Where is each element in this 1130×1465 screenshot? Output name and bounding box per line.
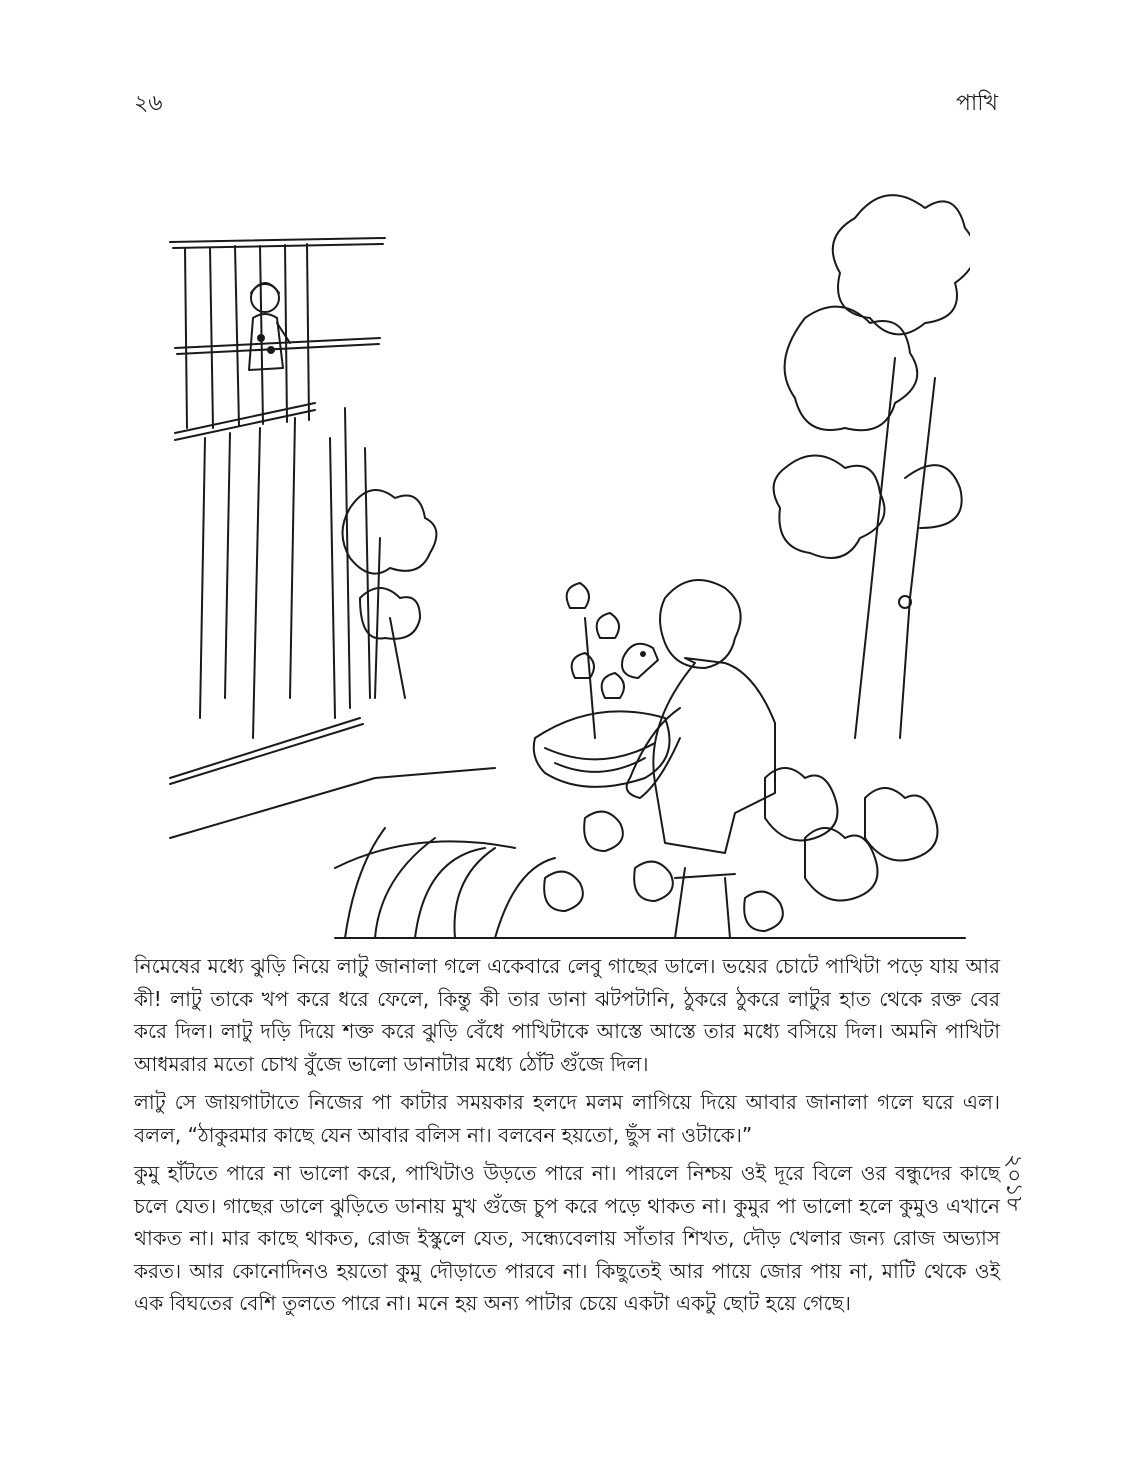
running-title: পাখি	[955, 91, 998, 116]
side-year-mark	[1001, 1140, 1044, 1220]
boy	[627, 580, 775, 938]
bush-left	[343, 490, 437, 698]
plant-center	[567, 583, 624, 738]
girl-at-window	[249, 283, 290, 370]
story-illustration	[165, 178, 970, 943]
foliage-ground	[335, 768, 965, 938]
bird-in-basket	[534, 644, 670, 787]
page-number: ২৬	[134, 91, 163, 116]
year-label: ২০১৮	[1001, 1153, 1027, 1212]
paragraph-2: লাটু সে জায়গাটাতে নিজের পা কাটার সময়কার হলদে মলম লাগিয়ে দিয়ে আবার জানালা গলে ঘরে এল। বলল, “ঠাকুরমার কাছে যেন আবার বলিস না। বলবেন হয়তো, ছুঁস না ওটাকে।”	[134, 1090, 1000, 1147]
paragraph-1: নিমেষের মধ্যে ঝুড়ি নিয়ে লাটু জানালা গলে একেবারে লেবু গাছের ডালে। ভয়ের চোটে পাখিটা পড়ে যায় আর কী! লাটু তাকে খপ করে ধরে ফেলে, কিন্তু কী তার ডানা ঝটপটানি, ঠুকরে ঠুকরে লাটুর হাত থেকে রক্ত বের করে দিল। লাটু দড়ি দিয়ে শক্ত করে ঝুড়ি বেঁধে পাখিটাকে আস্তে আস্তে তার মধ্যে বসিয়ে দিল। অমনি পাখিটা আধমরার মতো চোখ বুঁজে ভালো ডানাটার মধ্যে ঠোঁট গুঁজে দিল।	[134, 954, 1000, 1076]
paragraph-3: কুমু হাঁটতে পারে না ভালো করে, পাখিটাও উড়তে পারে না। পারলে নিশ্চয় ওই দূরে বিলে ওর বন্ধুদের কাছে চলে যেত। গাছের ডালে ঝুড়িতে ডানায় মুখ গুঁজে চুপ করে পড়ে থাকত না। কুমুর পা ভালো হলে কুমুও এখানে থাকত না। মার কাছে থাকত, রোজ ইস্কুলে যেত, সন্ধ্যেবেলায় সাঁতার শিখত, দৌড় খেলার জন্য রোজ অভ্যাস করত। আর কোনোদিনও হয়তো কুমু দৌড়াতে পারবে না। কিছুতেই আর পায়ে জোর পায় না, মাটি থেকে ওই এক বিঘতের বেশি তুলতে পারে না। মনে হয় অন্য পাটার চেয়ে একটা একটু ছোট হয়ে গেছে।	[134, 1161, 1000, 1315]
tree-right	[774, 195, 970, 738]
story-text	[134, 950, 1000, 1326]
window-with-bars	[170, 238, 385, 440]
wall-lines	[170, 408, 495, 838]
